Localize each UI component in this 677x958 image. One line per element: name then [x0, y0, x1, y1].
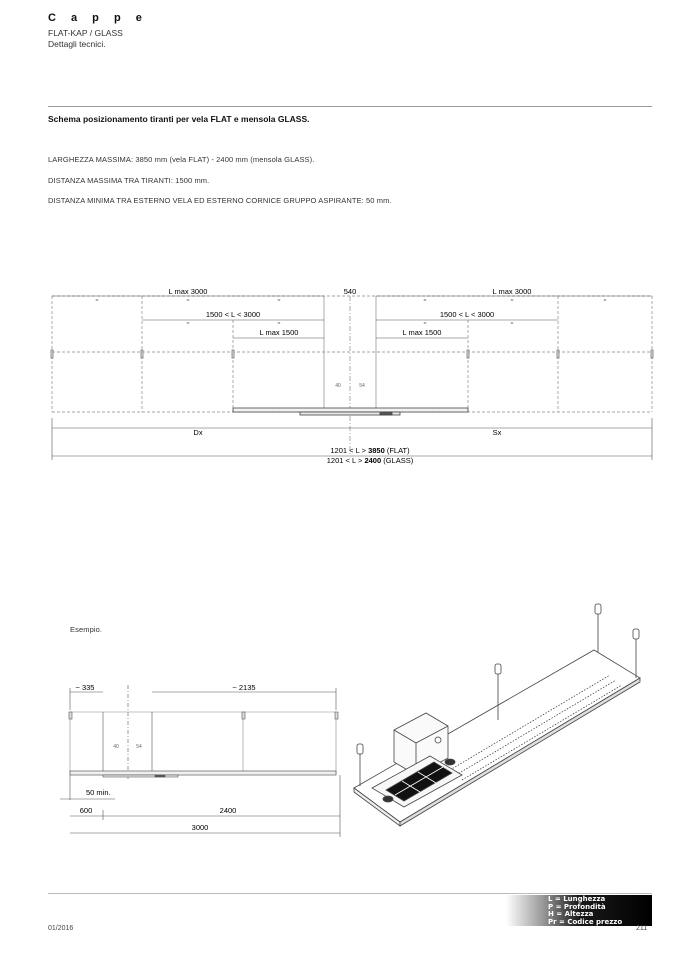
spec-max-width: LARGHEZZA MASSIMA: 3850 mm (vela FLAT) - 2400 mm (mensola GLASS). — [48, 155, 315, 164]
label-40: 40 — [335, 383, 341, 389]
dim-range-left: 1500 < L < 3000 — [205, 310, 261, 319]
dim-glass: 1201 < L > 2400 (GLASS) — [326, 456, 414, 465]
legend-text — [548, 896, 622, 926]
svg-text:=: = — [277, 298, 281, 304]
svg-text:=: = — [603, 298, 607, 304]
dim-2400: 2400 — [219, 806, 237, 815]
brand-title: C a p p e — [48, 12, 148, 24]
example-side-diagram — [0, 680, 350, 840]
svg-text:=: = — [423, 321, 427, 327]
example-label: Esempio. — [70, 625, 103, 634]
dim-50-min: 50 min. — [86, 788, 111, 797]
example-label-54: 54 — [136, 744, 142, 750]
svg-text:=: = — [186, 298, 190, 304]
dim-335: ~ 335 — [75, 683, 95, 692]
label-54: 54 — [359, 383, 365, 389]
svg-text:=: = — [186, 321, 190, 327]
dim-lmax1500-left: L max 1500 — [259, 328, 299, 337]
bottom-rule — [48, 893, 652, 894]
dim-3000: 3000 — [191, 823, 209, 832]
label-sx: Sx — [492, 428, 502, 437]
label-dx: Dx — [193, 428, 203, 437]
svg-text:=: = — [95, 298, 99, 304]
svg-text:=: = — [277, 321, 281, 327]
rod-positioning-diagram — [0, 280, 677, 480]
dim-lmax1500-right: L max 1500 — [402, 328, 442, 337]
dim-600: 600 — [79, 806, 93, 815]
dim-2135: ~ 2135 — [232, 683, 256, 692]
svg-text:=: = — [510, 321, 514, 327]
legend-l: L = Lunghezza — [548, 895, 606, 903]
spec-min-distance: DISTANZA MINIMA TRA ESTERNO VELA ED ESTERNO CORNICE GRUPPO ASPIRANTE: 50 mm. — [48, 196, 392, 205]
top-rule — [48, 106, 652, 107]
svg-text:=: = — [510, 298, 514, 304]
page-number: 211 — [636, 925, 648, 932]
model-name: FLAT-KAP / GLASS — [48, 28, 123, 38]
example-label-40: 40 — [113, 744, 119, 750]
section-title: Schema posizionamento tiranti per vela FLAT e mensola GLASS. — [48, 114, 310, 124]
footer-date: 01/2016 — [48, 925, 74, 932]
page-subtitle: Dettagli tecnici. — [48, 39, 106, 49]
legend-h: H = Altezza — [548, 910, 594, 918]
example-perspective-view — [350, 600, 650, 830]
spec-max-rod-distance: DISTANZA MASSIMA TRA TIRANTI: 1500 mm. — [48, 176, 210, 185]
legend-p: P = Profondità — [548, 902, 606, 911]
dim-range-right: 1500 < L < 3000 — [439, 310, 495, 319]
legend-pr: Pr = Codice prezzo — [548, 917, 623, 926]
dim-lmax3000-left: L max 3000 — [168, 287, 208, 296]
svg-text:=: = — [423, 298, 427, 304]
dim-540: 540 — [343, 287, 357, 296]
dim-lmax3000-right: L max 3000 — [492, 287, 532, 296]
dim-flat: 1201 < L > 3850 (FLAT) — [330, 446, 410, 455]
